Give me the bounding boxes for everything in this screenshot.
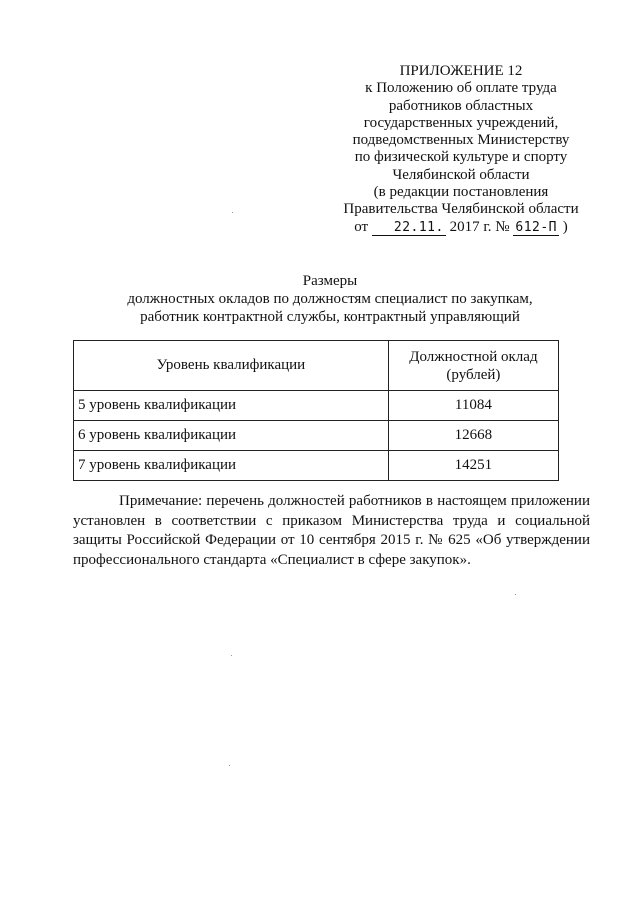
appendix-line: по физической культуре и спорту bbox=[354, 149, 568, 166]
appendix-line: государственных учреждений, bbox=[363, 114, 559, 131]
qualification-level-cell: 7 уровень квалификации bbox=[74, 451, 389, 481]
appendix-title: ПРИЛОЖЕНИЕ 12 bbox=[399, 63, 523, 79]
appendix-line: Правительства Челябинской области bbox=[343, 201, 579, 218]
note-text: Примечание: перечень должностей работников в настоящем приложении установлен в соответствии с приказом Министерства труда и социальной защиты Российской Федерации от 10 сентября 2015 г. № 625 «Об утверждении профессионального стандарта «Специалист в сфере закупок». bbox=[73, 493, 590, 568]
appendix-header bbox=[330, 63, 592, 236]
scan-speck bbox=[229, 765, 230, 766]
salary-cell: 12668 bbox=[388, 421, 558, 451]
scan-speck bbox=[515, 594, 516, 595]
scan-speck bbox=[231, 655, 232, 656]
close-paren: ) bbox=[562, 218, 568, 235]
appendix-line: Челябинской области bbox=[392, 166, 530, 183]
header-salary bbox=[388, 341, 558, 391]
scan-speck bbox=[232, 212, 233, 213]
note-paragraph bbox=[73, 492, 590, 570]
document-title bbox=[40, 272, 620, 326]
salary-cell: 14251 bbox=[388, 451, 558, 481]
salary-table bbox=[73, 340, 559, 481]
title-line-2: должностных окладов по должностям специалист по закупкам, bbox=[127, 291, 533, 307]
year-text: 2017 г. № bbox=[449, 218, 510, 235]
appendix-date-line bbox=[330, 219, 592, 236]
salary-cell: 11084 bbox=[388, 391, 558, 421]
title-line-1: Размеры bbox=[302, 273, 358, 289]
table-row bbox=[74, 421, 559, 451]
title-line-3: работник контрактной службы, контрактный управляющий bbox=[140, 309, 520, 325]
header-qualification-level: Уровень квалификации bbox=[74, 341, 389, 391]
header-salary-line-1: Должностной оклад bbox=[409, 348, 538, 365]
qualification-level-cell: 6 уровень квалификации bbox=[74, 421, 389, 451]
table-row bbox=[74, 451, 559, 481]
appendix-line: работников областных bbox=[388, 97, 534, 114]
table-header-row bbox=[74, 341, 559, 391]
qualification-level-cell: 5 уровень квалификации bbox=[74, 391, 389, 421]
header-salary-line-2: (рублей) bbox=[446, 366, 501, 383]
handwritten-number: 612-П bbox=[515, 219, 558, 235]
handwritten-date: 22.11. bbox=[372, 221, 446, 236]
date-prefix: от bbox=[354, 218, 369, 235]
appendix-line: к Положению об оплате труда bbox=[365, 80, 557, 97]
table-row bbox=[74, 391, 559, 421]
appendix-line: подведомственных Министерству bbox=[352, 132, 570, 149]
appendix-line: (в редакции постановления bbox=[373, 184, 549, 201]
